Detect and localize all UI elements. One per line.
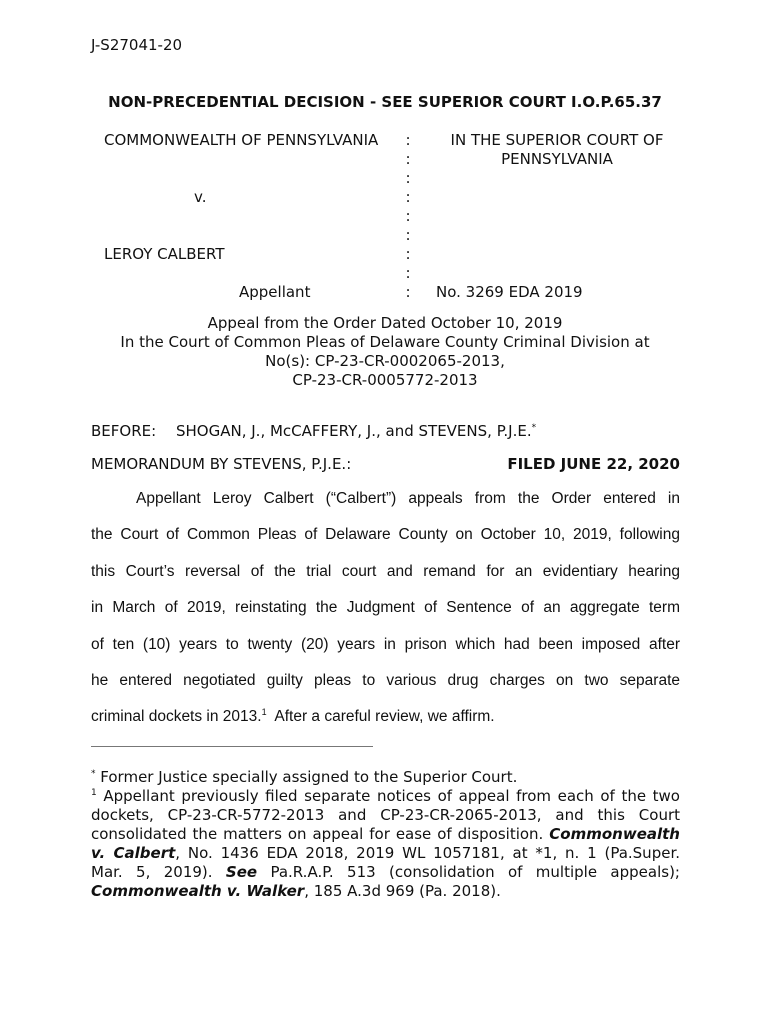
- footnote-text: , 185 A.3d 969 (Pa. 2018).: [304, 882, 501, 900]
- case-number: No. 3269 EDA 2019: [436, 283, 583, 301]
- before-judges: [176, 422, 536, 440]
- footnote-1: [91, 787, 680, 901]
- caption-colon: :: [405, 283, 411, 301]
- docket-number: J-S27041-20: [91, 36, 183, 54]
- caption-colon: :: [405, 226, 411, 244]
- footnote-star-marker: *: [91, 769, 96, 779]
- case-citation: Commonwealth: [549, 825, 680, 843]
- caption-colon: :: [405, 131, 411, 149]
- footnote-ref-1[interactable]: 1: [261, 707, 267, 718]
- caption-defendant: LEROY CALBERT: [104, 245, 225, 263]
- paragraph-text: After a careful review, we affirm.: [266, 708, 495, 726]
- footnote-line: dockets, CP-23-CR-5772-2013 and CP-23-CR-2065-2013, and this Court: [91, 806, 680, 824]
- case-citation: Commonwealth v. Walker: [91, 882, 305, 900]
- footnote-line: [91, 882, 680, 901]
- caption-versus: v.: [194, 188, 207, 206]
- paragraph-line: [91, 699, 680, 735]
- caption-colon: :: [405, 169, 411, 187]
- paragraph-line: of ten (10) years to twenty (20) years in prison which had been imposed after: [91, 635, 680, 653]
- memorandum-author: MEMORANDUM BY STEVENS, P.J.E.:: [91, 455, 352, 473]
- caption-colon: :: [405, 207, 411, 225]
- caption-plaintiff: COMMONWEALTH OF PENNSYLVANIA: [104, 131, 379, 149]
- footnote-line: [91, 787, 680, 806]
- non-precedential-banner: NON-PRECEDENTIAL DECISION - SEE SUPERIOR COURT I.O.P.65.37: [108, 93, 662, 111]
- appeal-line-1: Appeal from the Order Dated October 10, 2019: [207, 314, 563, 332]
- appeal-line-4: CP-23-CR-0005772-2013: [292, 371, 478, 389]
- paragraph-line: this Court’s reversal of the trial court and remand for an evidentiary hearing: [91, 562, 680, 580]
- paragraph-text: criminal dockets in 2013.: [91, 708, 262, 726]
- footnote-star: [91, 768, 680, 787]
- caption-colon: :: [405, 188, 411, 206]
- caption-colon: :: [405, 245, 411, 263]
- paragraph-line: in March of 2019, reinstating the Judgment of Sentence of an aggregate term: [91, 599, 680, 617]
- court-name: [412, 131, 702, 169]
- footnote-text: , No. 1436 EDA 2018, 2019 WL 1057181, at *1, n. 1 (Pa.Super.: [175, 844, 681, 862]
- filed-date: FILED JUNE 22, 2020: [507, 455, 680, 473]
- footnote-star-text: Former Justice specially assigned to the Superior Court.: [100, 768, 518, 786]
- case-citation: v. Calbert: [91, 844, 176, 862]
- footnote-line: [91, 844, 680, 863]
- footnote-text: Mar. 5, 2019).: [91, 863, 213, 881]
- footnote-text: Pa.R.A.P. 513 (consolidation of multiple appeals);: [270, 863, 680, 881]
- caption-role: Appellant: [239, 283, 311, 301]
- footnote-text: consolidated the matters on appeal for ease of disposition.: [91, 825, 544, 843]
- caption-colon: :: [405, 264, 411, 282]
- court-name-line1: IN THE SUPERIOR COURT OF: [450, 131, 664, 149]
- before-footnote-marker: *: [531, 423, 537, 433]
- appeal-line-2: In the Court of Common Pleas of Delaware County Criminal Division at: [120, 333, 650, 351]
- opinion-paragraph: [91, 481, 680, 736]
- before-label: BEFORE:: [91, 422, 157, 440]
- footnote-text: Appellant previously filed separate notices of appeal from each of the two: [103, 787, 680, 805]
- court-name-line2: PENNSYLVANIA: [501, 150, 613, 168]
- paragraph-line: the Court of Common Pleas of Delaware County on October 10, 2019, following: [91, 526, 680, 544]
- caption-colon: :: [405, 150, 411, 168]
- paragraph-line: he entered negotiated guilty pleas to various drug charges on two separate: [91, 671, 680, 689]
- before-judges-text: SHOGAN, J., McCAFFERY, J., and STEVENS, P.J.E.: [176, 422, 532, 440]
- footnote-line: [91, 768, 680, 787]
- footnote-line: [91, 825, 680, 844]
- paragraph-line: Appellant Leroy Calbert (“Calbert”) appeals from the Order entered in: [136, 490, 680, 507]
- appeal-line-3: No(s): CP-23-CR-0002065-2013,: [265, 352, 505, 370]
- footnote-separator: [91, 746, 373, 747]
- signal-see: See: [225, 863, 258, 881]
- footnote-1-marker: 1: [91, 788, 97, 798]
- footnote-line: [91, 863, 680, 882]
